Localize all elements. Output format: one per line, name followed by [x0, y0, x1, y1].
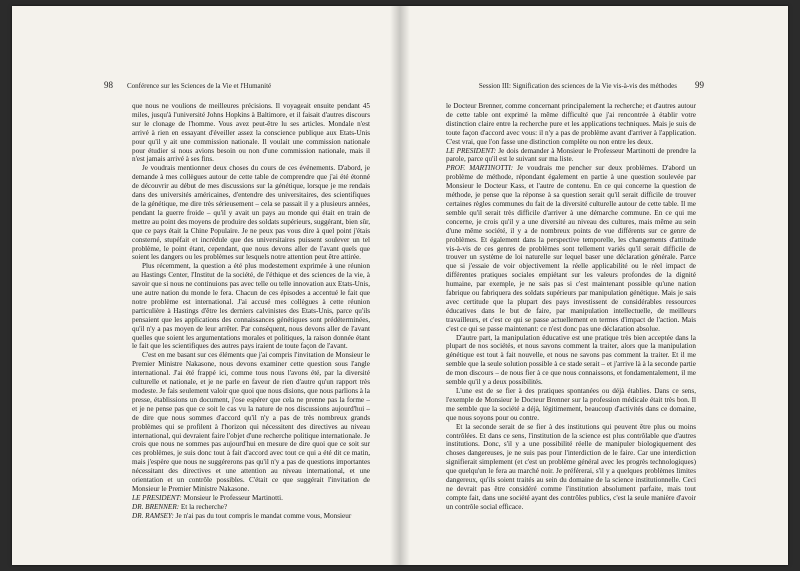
paragraph-text: Je n'ai pas du tout compris le mandat comme vous, Monsieur — [173, 511, 352, 520]
paragraph-text: Je dois demander à Monsieur le Professeur Martinotti de prendre la parole, parce qu'il est le suivant sur ma liste. — [446, 146, 696, 164]
paragraph-text: le Docteur Brenner, comme concernant principalement la recherche; et d'autres autour de cette table ont exprimé la même difficulté que j'ai rencontrée à établir votre distinction claire entre la recherche pure et les applications techniques. Mais je suis de toute façon d'accord avec vous: il n'y a pas de problème avant d'arriver à l'application. C'est vrai, que l'on fasse une distinction complète ou non entre les deux. — [446, 102, 696, 146]
right-page — [400, 6, 788, 565]
speaker-label: LE PRESIDENT: — [132, 493, 182, 502]
paragraph — [446, 387, 696, 423]
paragraph — [132, 262, 370, 351]
speaker-label: DR. BRENNER: — [132, 502, 180, 511]
left-running-head: Conférence sur les Sciences de la Vie et l'Humanité — [127, 82, 272, 90]
paragraph — [446, 423, 696, 512]
paragraph-text: Monsieur le Professeur Martinotti. — [181, 493, 283, 502]
paragraph-text: que nous ne voulions de meilleures précisions. Il voyageait ensuite pendant 45 miles, jusqu'à l'université Johns Hopkins à Baltimore, et il faisait d'autres discours sur le clonage de l'homme. Vous avez peut-être lu ses articles. Mondale n'est arrivé à rien en essayant d'éveiller assez la conscience publique aux Etats-Unis pour qu'il y ait une commission nationale. Il voulait une commission nationale pour étudier si nous avions besoin ou non d'une commission nationale, mais il n'est jamais arrivé à ses fins. — [132, 102, 370, 164]
paragraph — [132, 503, 370, 512]
right-page-header — [479, 80, 704, 90]
paragraph — [446, 164, 696, 333]
paragraph — [446, 334, 696, 387]
left-page-body — [132, 102, 370, 521]
paragraph-text: Et la seconde serait de se fier à des institutions qui peuvent être plus ou moins contrôlées. Et dans ce sens, l'institution de la science est plus contrôlable que d'autres institutions. Donc, s'il y a une possibilité réelle de manipuler biologiquement des choses dangereuses, je ne suis pas pour l'interdiction de le faire. Car une interdiction signifierait simplement (et c'est un problème général avec les progrès technologiques) que quelqu'un le fera au marché noir. Je préférerai, s'il y a quelques problèmes limites dangereux, qu'ils soient traités au sein du domaine de la science institutionnelle. Ceci ne devrait pas être considéré comme l'institution absolument parfaite, mais tout compte fait, dans une société ayant des contrôles publics, c'est la seule manière d'avoir un contrôle social efficace. — [446, 422, 696, 511]
speaker-label: DR. RAMSEY: — [132, 511, 174, 520]
paragraph — [132, 494, 370, 503]
right-page-number: 99 — [695, 80, 704, 90]
speaker-label: LE PRESIDENT: — [446, 146, 497, 155]
paragraph — [446, 147, 696, 165]
paragraph — [132, 351, 370, 494]
right-page-body — [446, 102, 696, 512]
paragraph-text: Je voudrais me pencher sur deux problèmes. D'abord un problème de méthode, répondant également en partie à une question soulevée par Monsieur le Docteur Kass, et l'autre de contenu. En ce qui concerne la question de méthode, je pense que la réponse à sa question serait qu'il serait difficile de trouver certaines règles communes du fait de la diversité culturelle autour de cette table. Il me semble qu'il serait très difficile d'arriver à une démarche commune. En ce qui me concerne, je crois qu'il y a une diversité au niveau des cultures, mais même au sein d'une même société, il y a de nombreux points de vue différents sur ce genre de problèmes. Et également dans la perspective temporelle, les changements d'attitude vis-à-vis de ces genres de problèmes sont tellement variés qu'il serait difficile de trouver un système de loi naturelle sur lequel baser une déclaration générale. Parce que si j'essaie de voir objectivement la réelle applicabilité ou le réel impact de différentes pratiques sociales empiétant sur les valeurs profondes de la dignité humaine, par exemple, je ne sais pas si c'est maintenant possible qu'une nation fabrique ou fabriquera des soldats supérieurs par manipulation génétique. Mais je sais avec certitude que la plupart des pays investissent de considérables ressources éducatives dans le but de faire, par manipulation intellectuelle, de meilleurs travailleurs, et c'est ce qui se passe actuellement en termes d'impact de l'action. Mais c'est ce qui se passe maintenant: ce n'est donc pas une déclaration absolue. — [446, 164, 697, 333]
paragraph-text: Et la recherche? — [179, 502, 228, 511]
right-running-head: Session III: Signification des sciences de la Vie vis-à-vis des méthodes — [478, 82, 677, 90]
left-page-header — [104, 80, 271, 90]
paragraph-text: C'est en me basant sur ces éléments que j'ai compris l'invitation de Monsieur le Premier Ministre Nakasone, nous devons examiner cette question sous l'angle international. J'ai été frappé ici, comme tous nous l'avons été, par la diversité culturelle et nationale, et je ne parle en faveur de rien d'autre qu'un rapport très modeste. Je fais seulement valoir que quoi que nous disions, que nous parlions à la presse, établissions un document, j'ose espérer que cela ne prenne pas la forme – et je ne pense pas que ce soit le cas vu la nature de nos discussions aujourd'hui – de dire que nous sommes d'accord qu'il n'y a pas de très nombreux grands problèmes qui se profilent à l'horizon qui nécessitent des directives au niveau international, qui devraient faire l'objet d'une recherche politique internationale. Je crois que nous ne sommes pas aujourd'hui en mesure de dire quoi que ce soit sur ces problèmes, je suis donc tout à fait d'accord avec tout ce qui a été dit ce matin, mais j'espère que nous ne suggérerons pas qu'il n'y a pas de questions importantes nécessitant des directives et une attention au niveau international, et une orientation et un contrôle possibles. C'était ce que suggérait l'invitation de Monsieur le Premier Ministre Nakasone. — [132, 351, 370, 493]
left-page-number: 98 — [104, 80, 113, 90]
paragraph — [132, 102, 370, 164]
speaker-label: PROF. MARTINOTTI: — [446, 164, 514, 173]
paragraph-text: L'une est de se fier à des pratiques spontanées ou déjà établies. Dans ce sens, l'exemple de Monsieur le Docteur Brenner sur la profession médicale était très bon. Il me semble que la société a déjà, légitimement, beaucoup d'activités dans ce domaine, que nous soyons pour ou contre. — [446, 387, 696, 422]
paragraph — [132, 164, 370, 262]
paragraph — [446, 102, 696, 147]
left-page — [12, 6, 400, 565]
paragraph-text: Je voudrais mentionner deux choses du cours de ces événements. D'abord, je demande à mes collègues autour de cette table de comprendre que j'ai été étonné de découvrir au début de mes discussions sur la génétique, lorsque je me rendais dans des universités américaines, d'entendre des universitaires, des scientifiques de la génétique, me dire très sérieusement – cela se passait il y a plusieurs années, pendant la guerre froide – qu'il y avait un pays au monde qui était en train de mettre au point des moyens de produire des soldats supérieurs, suggérant, bien sûr, que ce pays était la Chine Populaire. Je ne peux pas vous dire à quel point j'étais consterné, stupéfait et incrédule que des universitaires puissent soulever un tel problème, le point étant, cependant, que nous devons aller de l'avant quels que soient les dangers ou les problèmes sur lesquels notre attention peut être attirée. — [132, 164, 370, 262]
paragraph-text: D'autre part, la manipulation éducative est une pratique très bien acceptée dans la plupart de nos sociétés, et nous savons comment la traiter, alors que la manipulation génétique est tout à fait nouvelle, et nous ne savons pas comment la traiter. Et il me semble que la seule solution possible à ce stade serait – et j'arrive là à la seconde partie de mon discours – de nous fier à ce que nous connaissons, et fondamentalement, il me semble qu'il y a deux possibilités. — [446, 333, 696, 387]
book-spread — [12, 6, 788, 565]
paragraph-text: Plus récemment, la question a été plus modestement exprimée à une réunion au Hastings Center, l'Institut de la société, de l'éthique et des sciences de la vie, à savoir que si nous ne continuions pas avec telle ou telle innovation aux Etats-Unis, une autre nation du monde le fera. Chacun de ces épisodes a accentué le fait que notre problème est international. J'ai accusé mes collègues à cette réunion particulière à Hastings d'être les derniers calvinistes des Etats-Unis, parce qu'ils pensaient que les applications des connaissances génétiques sont prédéterminées, qu'il n'y a pas moyen de leur arrêter. Par conséquent, nous devons aller de l'avant quelles que soient les argumentations morales et politiques, la raison donnée étant le fait que les scientifiques des autres pays iraient de toute façon de l'avant. — [132, 262, 370, 351]
paragraph — [132, 512, 370, 521]
